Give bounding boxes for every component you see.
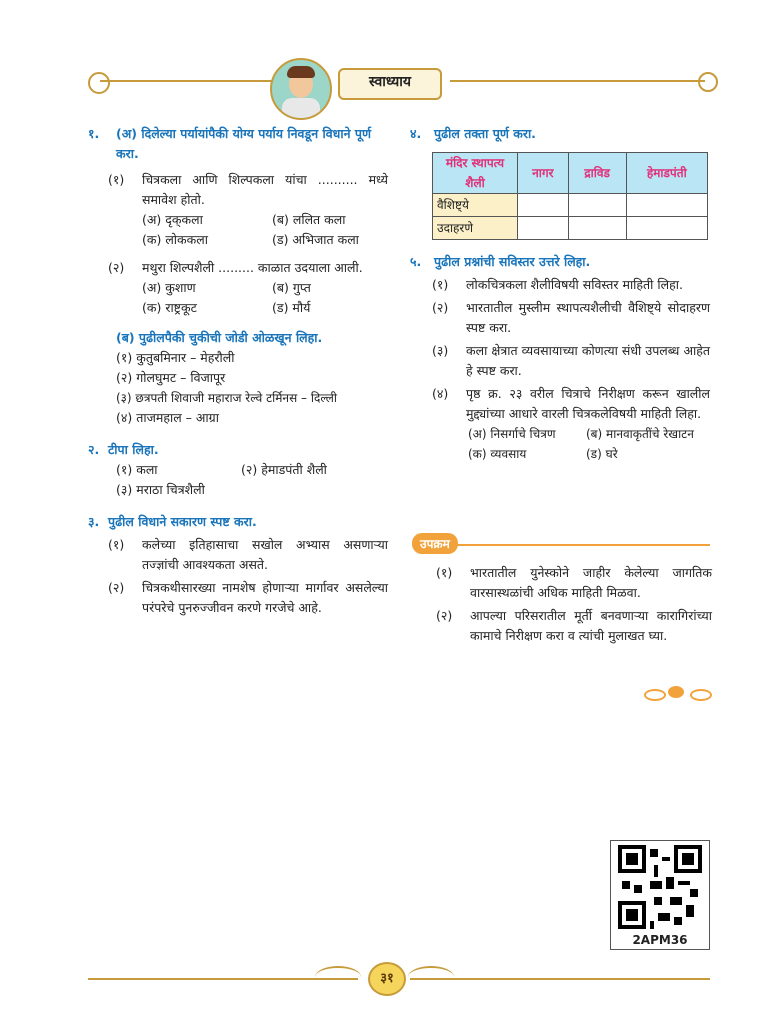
q5-item-3 [432,341,710,381]
footer-rule-right [410,978,710,980]
q5-item-1 [432,275,710,295]
note-item: (१) कला [116,462,158,477]
pair-item: (३) छत्रपती शिवाजी महाराज रेल्वे टर्मिनस – दिल्ली [116,391,337,405]
table-header: हेमाडपंती [626,153,707,194]
right-column [410,124,710,464]
q1b-pairs [116,348,388,428]
option: (अ) दृक्‌कला [142,212,203,227]
option: (ड) अभिजात कला [272,232,359,247]
table-row-label: उदाहरणे [433,217,518,240]
scroll-left-icon [88,72,110,94]
q3-item-2 [108,578,388,618]
pair-item: (४) ताजमहाल – आग्रा [116,410,219,425]
option: (क) राष्ट्रकूट [142,300,197,315]
question-1a-heading: (अ) दिलेल्या पर्यायांपैकी योग्य पर्याय निवडून विधाने पूर्ण करा. [116,126,372,161]
option: (क) व्यवसाय [468,447,527,461]
item-text: लोकचित्रकला शैलीविषयी सविस्तर माहिती लिहा. [466,277,683,292]
q1a-item-2 [108,258,388,278]
item-text: चित्रकला आणि शिल्पकला यांचा .......... मध्ये समावेश होतो. [142,172,388,207]
table-row-label: वैशिष्ट्ये [433,194,518,217]
q1a-item-2-options [142,278,388,318]
q5-item-2 [432,298,710,338]
option: (ड) मौर्य [272,300,311,315]
q2-items [116,460,388,500]
table-header: नागर [518,153,569,194]
item-number: (२) [436,608,453,623]
upakram-item-1 [436,563,712,603]
table-header: मंदिर स्थापत्य शैली [433,153,518,194]
qr-code-box [610,840,710,950]
item-text: पृष्ठ क्र. २३ वरील चित्राचे निरीक्षण करून खालील मुद्द्यांच्या आधारे वारली चित्रकलेविषयी माहिती लिहा. [466,386,710,421]
table-header: द्राविड [568,153,626,194]
question-1-number: १. [88,126,100,141]
item-text: मथुरा शिल्पशैली ......... काळात उदयाला आली. [142,260,363,275]
pair-item: (१) कुतुबमिनार – मेहरौली [116,350,235,365]
option: (ड) घरे [586,447,618,461]
question-5-number: ५. [410,254,422,269]
item-text: कलेच्या इतिहासाचा सखोल अभ्यास असणाऱ्या तज्ज्ञांची आवश्यकता असते. [142,537,388,572]
question-3-number: ३. [88,514,100,529]
upakram-label: उपक्रम [412,533,458,554]
question-2 [88,440,388,460]
scroll-right-icon [698,72,718,92]
page-number: ३१ [380,971,394,986]
pair-item: (२) गोलघुमट – विजापूर [116,370,226,385]
option: (अ) निसर्गाचे चित्रण [468,427,556,441]
option: (ब) मानवाकृतींचे रेखाटन [586,427,694,441]
question-3-heading: पुढील विधाने सकारण स्पष्ट करा. [108,514,257,529]
item-text: चित्रकथीसारख्या नामशेष होणाऱ्या मार्गावर असलेल्या परंपरेचे पुनरुज्जीवन करणे गरजेचे आहे. [142,580,388,615]
question-1b-heading: (ब) पुढीलपैकी चुकीची जोडी ओळखून लिहा. [116,330,323,345]
question-4 [410,124,710,144]
q1a-item-1 [108,170,388,210]
item-number: (१) [436,565,453,580]
item-number: (१) [432,277,449,292]
end-ornament-icon [644,686,710,700]
student-avatar-icon [270,58,332,120]
header-title: स्वाध्याय [369,74,411,90]
question-3 [88,512,388,532]
table-cell [568,194,626,217]
table-cell [626,217,707,240]
note-item: (३) मराठा चित्रशैली [116,482,205,497]
item-text: आपल्या परिसरातील मूर्ती बनवणाऱ्या कारागिरांच्या कामाचे निरीक्षण करा व त्यांची मुलाखत घ्या. [470,608,712,643]
item-text: भारतातील मुस्लीम स्थापत्यशैलीची वैशिष्ट्ये सोदाहरण स्पष्ट करा. [466,300,710,335]
note-item: (२) हेमाडपंती शैली [241,462,327,477]
option: (ब) गुप्त [272,280,311,295]
item-text: भारतातील युनेस्कोने जाहीर केलेल्या जागतिक वारसास्थळांची अधिक माहिती मिळवा. [470,565,712,600]
header-rule-left [100,80,275,82]
question-4-heading: पुढील तक्ता पूर्ण करा. [434,126,536,141]
item-number: (२) [432,300,449,315]
question-1 [88,124,388,164]
question-2-heading: टीपा लिहा. [108,442,159,457]
item-number: (२) [108,580,125,595]
option: (अ) कुशाण [142,280,196,295]
option: (क) लोककला [142,232,208,247]
item-number: (२) [108,260,125,275]
table-cell [518,194,569,217]
q5-item-4 [432,384,710,424]
footer-scroll-left-icon [315,966,361,988]
footer-scroll-right-icon [408,966,454,988]
upakram-section [436,560,712,646]
header-rule-right [450,80,705,82]
item-number: (१) [108,172,125,187]
question-5 [410,252,710,272]
item-text: कला क्षेत्रात व्यवसायाच्या कोणत्या संधी उपलब्ध आहेत हे स्पष्ट करा. [466,343,710,378]
table-cell [568,217,626,240]
item-number: (३) [432,343,449,358]
upakram-item-2 [436,606,712,646]
qr-code-label: 2APM36 [632,933,688,947]
q5-item-4-options [468,424,710,464]
q1a-item-1-options [142,210,388,250]
option: (ब) ललित कला [272,212,346,227]
temple-style-table [432,152,708,240]
table-cell [626,194,707,217]
item-number: (४) [432,386,449,401]
left-column [88,124,388,618]
table-cell [518,217,569,240]
item-number: (१) [108,537,125,552]
q3-item-1 [108,535,388,575]
question-2-number: २. [88,442,100,457]
qr-code-icon [618,845,702,929]
question-5-heading: पुढील प्रश्नांची सविस्तर उत्तरे लिहा. [434,254,591,269]
question-4-number: ४. [410,126,422,141]
